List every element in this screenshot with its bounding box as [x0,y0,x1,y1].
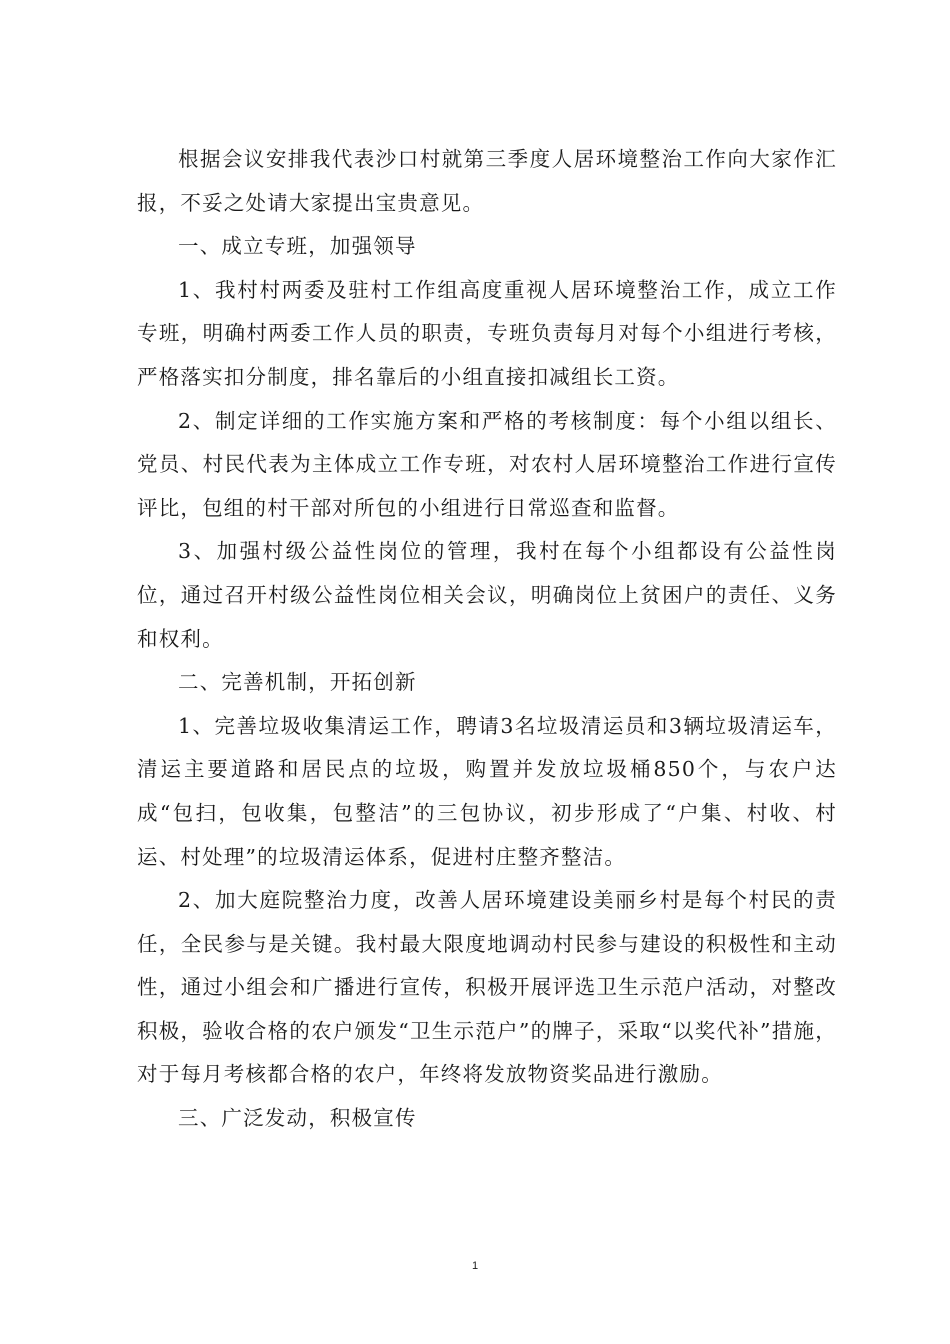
section-heading-2: 二、完善机制，开拓创新 [178,670,417,695]
paragraph-1-1: 1、我村村两委及驻村工作组高度重视人居环境整治工作，成立工作专班，明确村两委工作人员的职责，专班负责每月对每个小组进行考核，严格落实扣分制度，排名靠后的小组直接扣减组长工资。 [137,277,837,389]
document-body [137,138,837,1141]
paragraph-intro: 根据会议安排我代表沙口村就第三季度人居环境整治工作向大家作汇报，不妥之处请大家提出宝贵意见。 [137,147,837,215]
section-heading-3: 三、广泛发动，积极宣传 [178,1106,417,1131]
page-number: 1 [471,1260,479,1272]
paragraph-2-2: 2、加大庭院整治力度，改善人居环境建设美丽乡村是每个村民的责任，全民参与是关键。我村最大限度地调动村民参与建设的积极性和主动性，通过小组会和广播进行宣传，积极开展评选卫生示范户活动，对整改积极，验收合格的农户颁发“卫生示范户”的牌子，采取“以奖代补”措施，对于每月考核都合格的农户，年终将发放物资奖品进行激励。 [137,888,837,1087]
paragraph-1-3: 3、加强村级公益性岗位的管理，我村在每个小组都设有公益性岗位，通过召开村级公益性岗位相关会议，明确岗位上贫困户的责任、义务和权利。 [137,539,837,651]
paragraph-1-2: 2、制定详细的工作实施方案和严格的考核制度：每个小组以组长、党员、村民代表为主体成立工作专班，对农村人居环境整治工作进行宣传评比，包组的村干部对所包的小组进行日常巡查和监督。 [137,408,837,520]
paragraph-2-1: 1、完善垃圾收集清运工作，聘请3名垃圾清运员和3辆垃圾清运车，清运主要道路和居民点的垃圾，购置并发放垃圾桶850个，与农户达成“包扫，包收集，包整洁”的三包协议，初步形成了“户集、村收、村运、村处理”的垃圾清运体系，促进村庄整齐整洁。 [137,713,837,869]
section-heading-1: 一、成立专班，加强领导 [178,234,417,259]
